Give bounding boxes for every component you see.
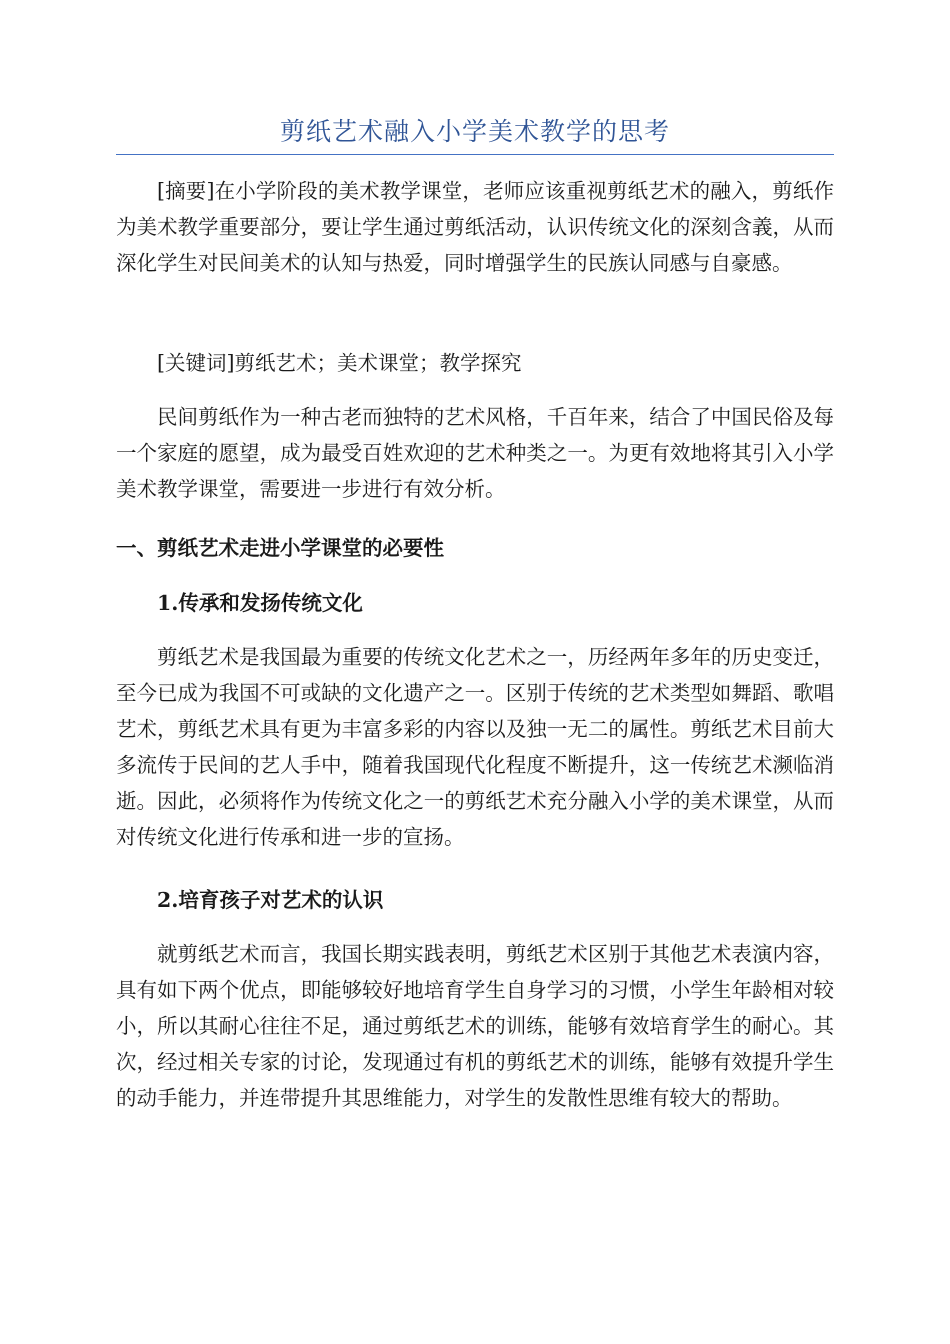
keywords-paragraph: [关键词]剪纸艺术；美术课堂；教学探究 [157,351,522,375]
subsection-body-2: 就剪纸艺术而言，我国长期实践表明，剪纸艺术区别于其他艺术表演内容，具有如下两个优点，即能够较好地培育学生自身学习的习惯，小学生年龄相对较小，所以其耐心往往不足，通过剪纸艺术的训练，能够有效培育学生的耐心。其次，经过相关专家的讨论，发现通过有机的剪纸艺术的训练，能够有效提升学生的动手能力，并连带提升其思维能力，对学生的发散性思维有较大的帮助。 [116,942,834,1110]
section-heading: 一、剪纸艺术走进小学课堂的必要性 [116,536,444,560]
document-title: 剪纸艺术融入小学美术教学的思考 [279,117,670,146]
abstract-paragraph: [摘要]在小学阶段的美术教学课堂，老师应该重视剪纸艺术的融入，剪纸作为美术教学重要部分，要让学生通过剪纸活动，认识传统文化的深刻含義，从而深化学生对民间美术的认知与热爱，同时增强学生的民族认同感与自豪感。 [116,179,834,275]
subsection-heading-1: 1.传承和发扬传统文化 [157,591,363,615]
subsection-heading-2: 2.培育孩子对艺术的认识 [157,888,384,912]
title-underline [116,154,834,155]
intro-paragraph: 民间剪纸作为一种古老而独特的艺术风格，千百年来，结合了中国民俗及每一个家庭的愿望，成为最受百姓欢迎的艺术种类之一。为更有效地将其引入小学美术教学课堂，需要进一步进行有效分析。 [116,405,834,501]
subsection-body-1: 剪纸艺术是我国最为重要的传统文化艺术之一，历经两年多年的历史变迁，至今已成为我国不可或缺的文化遗产之一。区别于传统的艺术类型如舞蹈、歌唱艺术，剪纸艺术具有更为丰富多彩的内容以及独一无二的属性。剪纸艺术目前大多流传于民间的艺人手中，随着我国现代化程度不断提升，这一传统艺术濒临消逝。因此，必须将作为传统文化之一的剪纸艺术充分融入小学的美术课堂，从而对传统文化进行传承和进一步的宣扬。 [116,645,834,849]
